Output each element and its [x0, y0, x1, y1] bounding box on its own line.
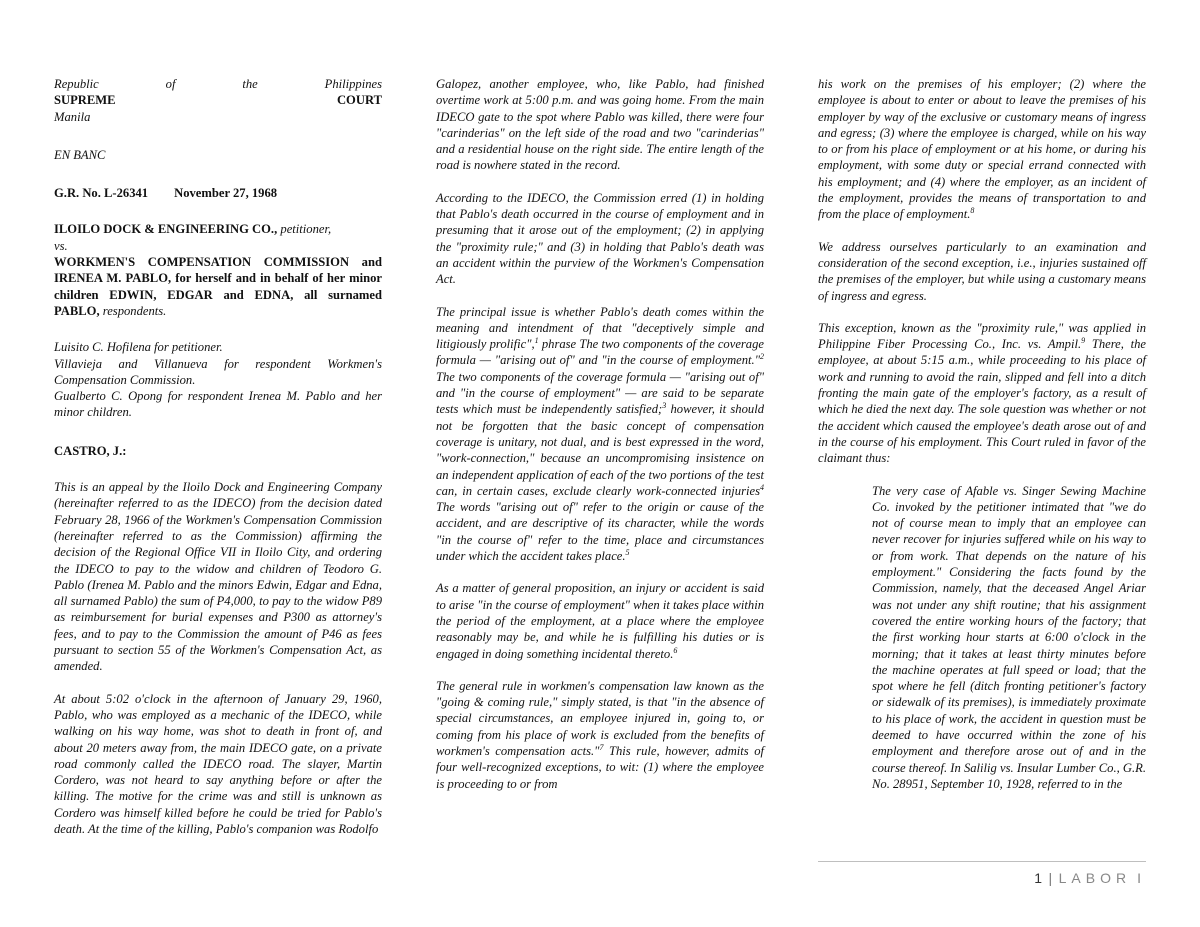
republic-line [54, 76, 382, 92]
body-paragraph [436, 678, 764, 792]
respondent-role: respondents. [102, 303, 167, 318]
body-paragraph: Galopez, another employee, who, like Pablo, had finished overtime work at 5:00 p.m. and was going home. From the main IDECO gate to the spot where Pablo was killed, there were four "carinderias" on the left side of the road and two "carinderias" and a residential house on the right side. The entire length of the road is nowhere stated in the record. [436, 77, 764, 173]
paragraph-text: The words "arising out of" refer to the origin or cause of the accident, and are descriptive of its character, while the words "in the course of" refer to the time, place and circumstances under which the accident takes place. [436, 500, 764, 564]
gr-number: G.R. No. L-26341 [54, 186, 149, 201]
footnote-marker: 2 [760, 352, 764, 362]
block-quote: The very case of Afable vs. Singer Sewing Machine Co. invoked by the petitioner intimated that "we do not of course mean to imply that an employee can never recover for injuries suffered while on his way to or from work. That depends on the nature of his employment." Considering the facts found by the Commission, namely, that the deceased Angel Ariar was not under any shift routine; that his assignment covered the entire working hours of the factory; that the first working hour starts at 6:00 o'clock in the morning; that it takes at least thirty minutes before the machine operates at full speed or load; that the spot where he fell (ditch fronting petitioner's factory or sidewalk of its premises), is immediately proximate to his place of work, the accident in question must be deemed to have occurred within the zone of his employment and therefore arose out of and in the course thereof. In Salilig vs. Insular Lumber Co., G.R. No. 28951, September 10, 1928, referred to in the [872, 483, 1146, 791]
footnote-marker: 7 [599, 742, 604, 752]
decision-date: November 27, 1968 [174, 186, 278, 201]
respondent-caption [54, 254, 382, 319]
petitioner-name: ILOILO DOCK & ENGINEERING CO., [54, 222, 278, 237]
paragraph-text: There, the employee, at about 5:15 a.m., while proceeding to his place of work and running to avoid the rain, slipped and fell into a ditch fronting the main gate of the employer's factory, as a result of which he died the next day. The sole question was whether or not the accident which caused the employee's death arose out of and in the course of his employment. This Court ruled in favor of the claimant thus: [818, 337, 1146, 466]
paragraph-text: phrase The two components of the coverage formula — "arising out of" and "in the course of employment." [436, 337, 764, 368]
paragraph-text: This exception, known as the "proximity rule," was applied in Philippine Fiber Processing Co., Inc. vs. Ampil. [818, 320, 1146, 352]
supreme-court-line [54, 92, 382, 108]
ponente: CASTRO, J.: [54, 443, 127, 458]
body-paragraph [818, 320, 1146, 467]
body-paragraph: At about 5:02 o'clock in the afternoon of January 29, 1960, Pablo, who was employed as a mechanic of the IDECO, while walking on his way home, was shot to death in front of, and about 20 meters away from, the main IDECO gate, on a private road commonly called the IDECO road. The slayer, Martin Cordero, was not heard to say anything before or after the killing. The motive for the crime was and still is unknown as Cordero was himself killed before he could be tried for Pablo's death. At the time of the killing, Pablo's companion was Rodolfo [54, 691, 382, 836]
footnote-marker: 3 [662, 401, 667, 411]
republic-word: Philippines [324, 77, 382, 91]
manila-line: Manila [54, 109, 91, 124]
footer-separator: | [1048, 870, 1053, 886]
footnote-marker: 6 [673, 645, 678, 655]
body-paragraph [436, 580, 764, 661]
paragraph-text: The two components of the coverage formula — "arising out of" and "in the course of employment" — are said to be separate tests which must be independently satisfied; [436, 369, 764, 417]
footer-label: LABOR [1058, 870, 1132, 886]
body-paragraph [436, 304, 764, 565]
republic-word: of [165, 77, 176, 91]
footnote-marker: 9 [1081, 335, 1086, 345]
page-number: 1 [1034, 870, 1043, 886]
supreme-word: SUPREME [54, 93, 116, 108]
counsel-respondent: Gualberto C. Opong for respondent Irenea M. Pablo and her minor children. [54, 389, 382, 420]
paragraph-text: The principal issue is whether Pablo's death comes within the meaning and intendment of that "deceptively simple and litigiously prolific", [436, 304, 764, 352]
versus: vs. [54, 238, 68, 253]
footer-trail: I [1137, 870, 1146, 886]
page-footer [1034, 870, 1146, 886]
paragraph-text: This rule, however, admits of four well-recognized exceptions, to wit: (1) where the employee is proceeding to or from [436, 743, 764, 791]
supreme-word: COURT [336, 93, 382, 108]
respondent-name: WORKMEN'S COMPENSATION COMMISSION and IRENEA M. PABLO, for herself and in behalf of her minor children EDWIN, EDGAR and EDNA, all surnamed PABLO, [54, 255, 382, 318]
counsel-block [54, 339, 382, 420]
counsel-commission: Villavieja and Villanueva for respondent Workmen's Compensation Commission. [54, 356, 382, 387]
column-1 [54, 76, 382, 837]
republic-word: the [242, 77, 258, 91]
paragraph-text: his work on the premises of his employer; (2) where the employee is about to enter or about to leave the premises of his employer by way of the exclusive or customary means of ingress and egress; (3) where the employee is charged, while on his way to or from his place of employment or at his home, or during his employment, with some duty or special errand connected with his employment; and (4) where the employer, as an incident of the employment, provides the means of transportation to and from the place of employment. [818, 77, 1146, 222]
paragraph-text: however, it should not be forgotten that the basic concept of compensation coverage is unitary, not dual, and is best expressed in the word, "work-connection," because an uncompromising insistence on an independent application of each of the two portions of the test can, in certain cases, exclude clearly work-connected injuries [436, 402, 764, 498]
body-paragraph: We address ourselves particularly to an examination and consideration of the second exception, i.e., injuries sustained off the premises of the employer, but while using a customary means of ingress and egress. [818, 239, 1146, 303]
petitioner-role: petitioner, [280, 222, 332, 237]
body-paragraph: This is an appeal by the Iloilo Dock and Engineering Company (hereinafter referred to as the IDECO) from the decision dated February 28, 1966 of the Workmen's Compensation Commission (hereinafter referred to as the Commission) affirming the decision of the Regional Office VII in Iloilo City, and ordering the IDECO to pay to the widow and children of Teodoro G. Pablo (Irenea M. Pablo and the minors Edwin, Edgar and Edna, all surnamed Pablo) the sum of P4,000, to pay to the widow P89 as reimbursement for burial expenses and P300 as attorney's fees, and to pay to the Commission the amount of P46 as fees pursuant to section 55 of the Workmen's Compensation Act, as amended. [54, 480, 382, 674]
column-2 [436, 76, 764, 792]
footnote-marker: 8 [970, 206, 975, 216]
body-paragraph: According to the IDECO, the Commission erred (1) in holding that Pablo's death occurred in the course of employment and in presuming that it arose out of the employment; (2) in applying the "proximity rule;" and (3) in holding that Pablo's death was an accident within the purview of the Workmen's Compensation Act. [436, 190, 764, 287]
paragraph-text: The general rule in workmen's compensation law known as the "going & coming rule," simply stated, is that "in the absence of special circumstances, an employee injured in, going to, or coming from his place of work is excluded from the benefits of workmen's compensation acts." [436, 678, 764, 758]
column-3 [818, 76, 1146, 792]
footnote-marker: 4 [760, 482, 764, 492]
petitioner-caption [54, 221, 382, 237]
footer-rule [818, 861, 1146, 862]
republic-word: Republic [54, 77, 99, 91]
counsel-petitioner: Luisito C. Hofilena for petitioner. [54, 340, 223, 355]
body-paragraph [818, 76, 1146, 223]
paragraph-text: As a matter of general proposition, an injury or accident is said to arise "in the course of employment" when it takes place within the period of the employment, at a place where the employee reasonably may be, and while he is fulfilling his duties or is engaged in doing something incidental thereto. [436, 581, 764, 661]
footnote-marker: 1 [534, 335, 539, 345]
case-number-line [54, 185, 382, 201]
en-banc: EN BANC [54, 147, 106, 162]
footnote-marker: 5 [625, 547, 630, 557]
